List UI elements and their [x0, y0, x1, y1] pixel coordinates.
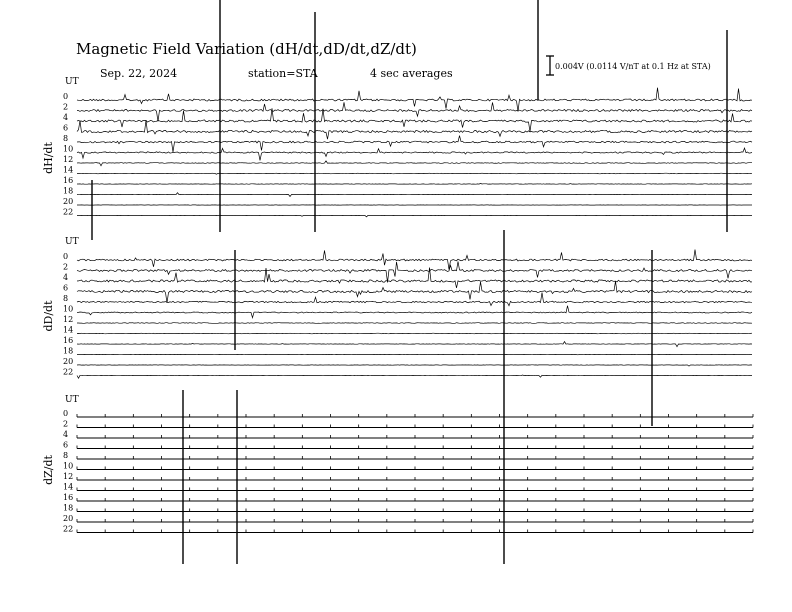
- hour-label: 0: [63, 252, 69, 261]
- hour-label: 8: [63, 294, 69, 303]
- panel-label: dZ/dt: [42, 455, 55, 485]
- trace-line: [77, 354, 752, 355]
- hour-label: 4: [63, 113, 69, 122]
- trace-line: [77, 306, 752, 318]
- trace-line: [77, 293, 752, 306]
- hour-label: 18: [63, 503, 74, 513]
- trace-line: [77, 173, 752, 174]
- trace-line: [77, 261, 752, 282]
- trace-line: [77, 183, 752, 184]
- hour-label: 16: [63, 176, 74, 185]
- panel-label: dH/dt: [42, 142, 55, 174]
- hour-label: 12: [63, 155, 74, 164]
- trace-line: [77, 365, 752, 366]
- hour-label: 16: [63, 493, 74, 502]
- hour-label: 14: [63, 165, 74, 175]
- hour-label: 20: [63, 514, 74, 523]
- hour-label: 0: [63, 409, 69, 418]
- trace-line: [77, 281, 752, 303]
- scale-label: 0.004V (0.0114 V/nT at 0.1 Hz at STA): [555, 62, 711, 71]
- trace-line: [77, 120, 752, 139]
- hour-label: 12: [63, 472, 74, 481]
- averaging-label: 4 sec averages: [370, 67, 453, 80]
- hour-label: 6: [63, 440, 69, 450]
- hour-label: 20: [63, 357, 74, 366]
- panel-label: dD/dt: [42, 300, 55, 332]
- hour-label: 0: [63, 92, 69, 101]
- trace-line: [77, 136, 752, 153]
- hour-label: 8: [63, 134, 69, 143]
- hour-label: 22: [63, 524, 74, 534]
- hour-label: 4: [63, 430, 69, 439]
- hour-label: 10: [63, 144, 74, 154]
- hour-label: 2: [63, 262, 69, 272]
- hour-label: 12: [63, 315, 74, 324]
- trace-line: [77, 268, 752, 288]
- panel-dz-dt: [42, 395, 753, 534]
- hour-label: 8: [63, 451, 69, 460]
- trace-line: [77, 375, 752, 378]
- trace-line: [77, 323, 752, 324]
- trace-line: [77, 333, 752, 334]
- station-label: station=STA: [248, 67, 318, 80]
- trace-line: [77, 161, 752, 166]
- trace-line: [77, 250, 752, 270]
- trace-line: [77, 342, 752, 347]
- scale-bar: [546, 56, 554, 75]
- trace-line: [77, 193, 752, 197]
- hour-label: 16: [63, 336, 74, 345]
- trace-line: [77, 108, 752, 131]
- hour-label: 20: [63, 197, 74, 206]
- date-label: Sep. 22, 2024: [100, 67, 178, 80]
- panel-dd-dt: [42, 237, 752, 378]
- hour-label: 2: [63, 102, 69, 112]
- chart-title: Magnetic Field Variation (dH/dt,dD/dt,dZ/dt): [76, 40, 417, 58]
- hour-label: 2: [63, 419, 69, 429]
- hour-label: 4: [63, 273, 69, 282]
- panel-dh-dt: [42, 77, 752, 217]
- ut-label: UT: [65, 77, 79, 87]
- hour-label: 14: [63, 325, 74, 335]
- hour-label: 6: [63, 123, 69, 133]
- ut-label: UT: [65, 395, 79, 405]
- hour-label: 22: [63, 207, 74, 217]
- hour-label: 22: [63, 367, 74, 377]
- hour-label: 10: [63, 304, 74, 314]
- ut-label: UT: [65, 237, 79, 247]
- trace-line: [77, 215, 752, 217]
- hour-label: 6: [63, 283, 69, 293]
- trace-line: [77, 148, 752, 160]
- hour-label: 14: [63, 482, 74, 492]
- trace-line: [77, 88, 752, 112]
- hour-label: 10: [63, 461, 74, 471]
- panels: [42, 0, 753, 564]
- hour-label: 18: [63, 186, 74, 196]
- hour-label: 18: [63, 346, 74, 356]
